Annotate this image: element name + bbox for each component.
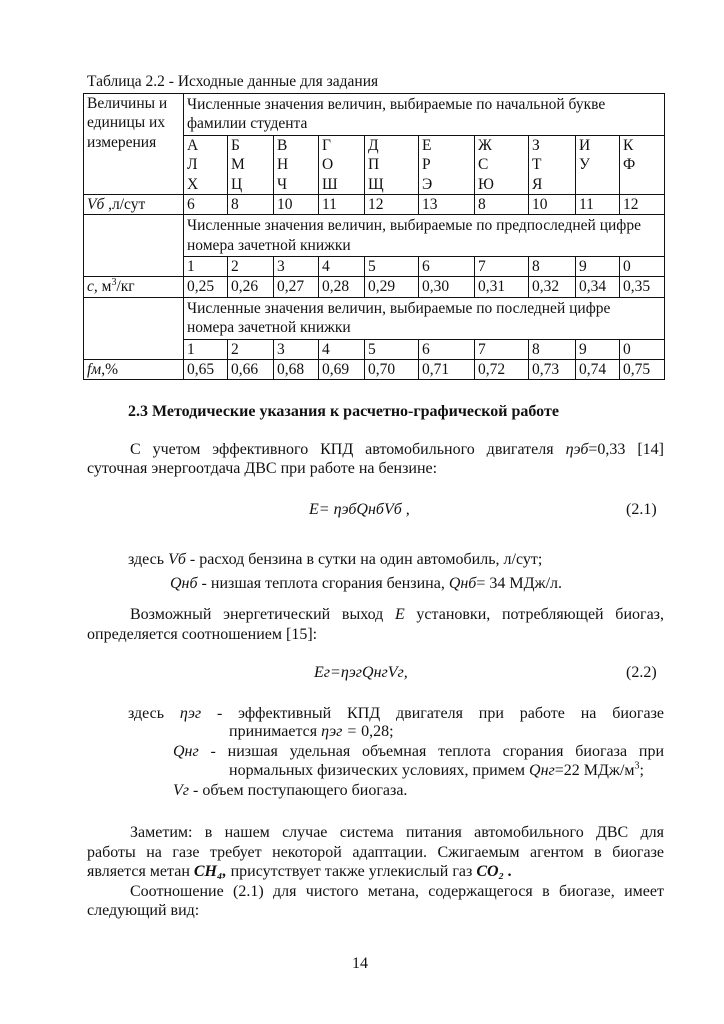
digit-cell: 5 [365, 257, 419, 277]
value-cell: 0,73 [529, 359, 576, 379]
definition-eta-eg-line2: принимается ηэг = 0,28; [229, 723, 394, 740]
value-cell: 0,66 [228, 359, 274, 379]
value-cell: 0,75 [620, 359, 665, 379]
digit-cell: 9 [576, 257, 620, 277]
digit-cell: 2 [228, 339, 274, 359]
row-vb-label: Vб ,л/сут [84, 194, 184, 214]
definition-qnb: Qнб - низшая теплота сгорания бензина, Qнб= 34 МДж/л. [170, 575, 563, 592]
value-cell: 0,28 [319, 277, 365, 297]
value-cell: 0,72 [475, 359, 529, 379]
value-cell: 12 [365, 194, 419, 214]
value-cell: 13 [419, 194, 475, 214]
source-data-table [83, 93, 665, 380]
table-caption: Таблица 2.2 - Исходные данные для задания [87, 73, 379, 90]
digit-cell: 2 [228, 257, 274, 277]
header-group-last-digit: Численные значения величин, выбираемые по последней цифре номера зачетной книжки [184, 297, 665, 339]
digit-cell: 0 [620, 339, 665, 359]
value-cell: 0,30 [419, 277, 475, 297]
digit-cell: 0 [620, 257, 665, 277]
value-cell: 0,65 [184, 359, 228, 379]
empty-label-cell [84, 215, 184, 277]
definition-qng-line2: нормальных физических условиях, примем Qнг=22 МДж/$м^3$; [229, 760, 644, 779]
value-cell: 0,25 [184, 277, 228, 297]
value-cell: 0,27 [274, 277, 319, 297]
letters-cell: Б М Ц [228, 135, 274, 194]
digit-cell: 1 [184, 257, 228, 277]
digit-cell: 5 [365, 339, 419, 359]
value-cell: 0,68 [274, 359, 319, 379]
value-cell: 10 [274, 194, 319, 214]
letters-cell: Д П Щ [365, 135, 419, 194]
value-cell: 0,34 [576, 277, 620, 297]
row-vb [84, 194, 665, 214]
paragraph-efficiency-line2: суточная энергоотдача ДВС при работе на бензине: [87, 460, 438, 477]
equation-2-2-number: (2.2) [626, 664, 657, 681]
letters-cell: И У [576, 135, 620, 194]
row-c [84, 277, 665, 297]
value-cell: 0,70 [365, 359, 419, 379]
digit-cell: 1 [184, 339, 228, 359]
section-title: 2.3 Методические указания к расчетно-графической работе [128, 403, 559, 420]
paragraph-methane-line2: следующий вид: [87, 902, 200, 919]
digit-cell: 3 [274, 257, 319, 277]
value-cell: 11 [576, 194, 620, 214]
definition-eta-eg-line1: здесь ηэг - эффективный КПД двигателя при работе на биогазе [128, 705, 664, 722]
letters-cell: В Н Ч [274, 135, 319, 194]
page-number: 14 [352, 955, 368, 972]
value-cell: 11 [319, 194, 365, 214]
value-cell: 0,32 [529, 277, 576, 297]
digit-cell: 7 [475, 257, 529, 277]
empty-label-cell [84, 297, 184, 359]
digit-cell: 6 [419, 257, 475, 277]
digit-cell: 3 [274, 339, 319, 359]
letters-cell: А Л Х [184, 135, 228, 194]
letters-cell: Ж С Ю [475, 135, 529, 194]
header-group-penultimate-digit: Численные значения величин, выбираемые по предпоследней цифре номера зачетной книжки [184, 215, 665, 257]
paragraph-note-line1: Заметим: в нашем случае система питания автомобильного ДВС для [130, 824, 664, 841]
paragraph-note-line3: является метан CH₄, присутствует также углекислый газ CO₂ . [87, 863, 513, 880]
letters-cell: Е Р Э [419, 135, 475, 194]
equation-2-2: Eг=ηэгQнгVг, [314, 664, 408, 681]
paragraph-energy-output-line2: определяется соотношением [15]: [87, 626, 318, 643]
digit-cell: 7 [475, 339, 529, 359]
digit-cell: 8 [529, 339, 576, 359]
letters-cell: Г О Ш [319, 135, 365, 194]
value-cell: 8 [475, 194, 529, 214]
paragraph-note-line2: работы на газе требует некоторой адаптации. Сжигаемым агентом в биогазе [87, 844, 664, 861]
equation-2-1: E= ηэбQнбVб , [309, 501, 410, 518]
value-cell: 0,26 [228, 277, 274, 297]
value-cell: 0,74 [576, 359, 620, 379]
row-fm [84, 359, 665, 379]
definition-vg: Vг - объем поступающего биогаза. [173, 782, 408, 799]
digit-cell: 6 [419, 339, 475, 359]
letters-cell: К Ф [620, 135, 665, 194]
value-cell: 0,35 [620, 277, 665, 297]
row-fm-label: fм,% [84, 359, 184, 379]
header-group-surname: Численные значения величин, выбираемые по начальной букве фамилии студента [184, 94, 665, 136]
value-cell: 10 [529, 194, 576, 214]
digit-cell: 9 [576, 339, 620, 359]
letters-cell: З Т Я [529, 135, 576, 194]
digit-cell: 8 [529, 257, 576, 277]
value-cell: 0,29 [365, 277, 419, 297]
value-cell: 8 [228, 194, 274, 214]
value-cell: 0,71 [419, 359, 475, 379]
row-c-label: c, $м^3/кг$ [84, 277, 184, 297]
definition-vb: здесь Vб - расход бензина в сутки на один автомобиль, л/сут; [128, 551, 543, 568]
digit-cell: 4 [319, 257, 365, 277]
paragraph-efficiency-line1: С учетом эффективного КПД автомобильного двигателя ηэб=0,33 [14] [130, 441, 664, 458]
definition-qng-line1: Qнг - низшая удельная объемная теплота сгорания биогаза при [173, 743, 664, 760]
paragraph-methane-line1: Соотношение (2.1) для чистого метана, содержащегося в биогазе, имеет [130, 883, 664, 900]
value-cell: 0,69 [319, 359, 365, 379]
digit-cell: 4 [319, 339, 365, 359]
equation-2-1-number: (2.1) [626, 501, 657, 518]
paragraph-energy-output-line1: Возможный энергетический выход Е установки, потребляющей биогаз, [130, 606, 664, 623]
header-quantities: Величины и единицы их измерения [84, 94, 184, 195]
value-cell: 6 [184, 194, 228, 214]
value-cell: 0,31 [475, 277, 529, 297]
value-cell: 12 [620, 194, 665, 214]
